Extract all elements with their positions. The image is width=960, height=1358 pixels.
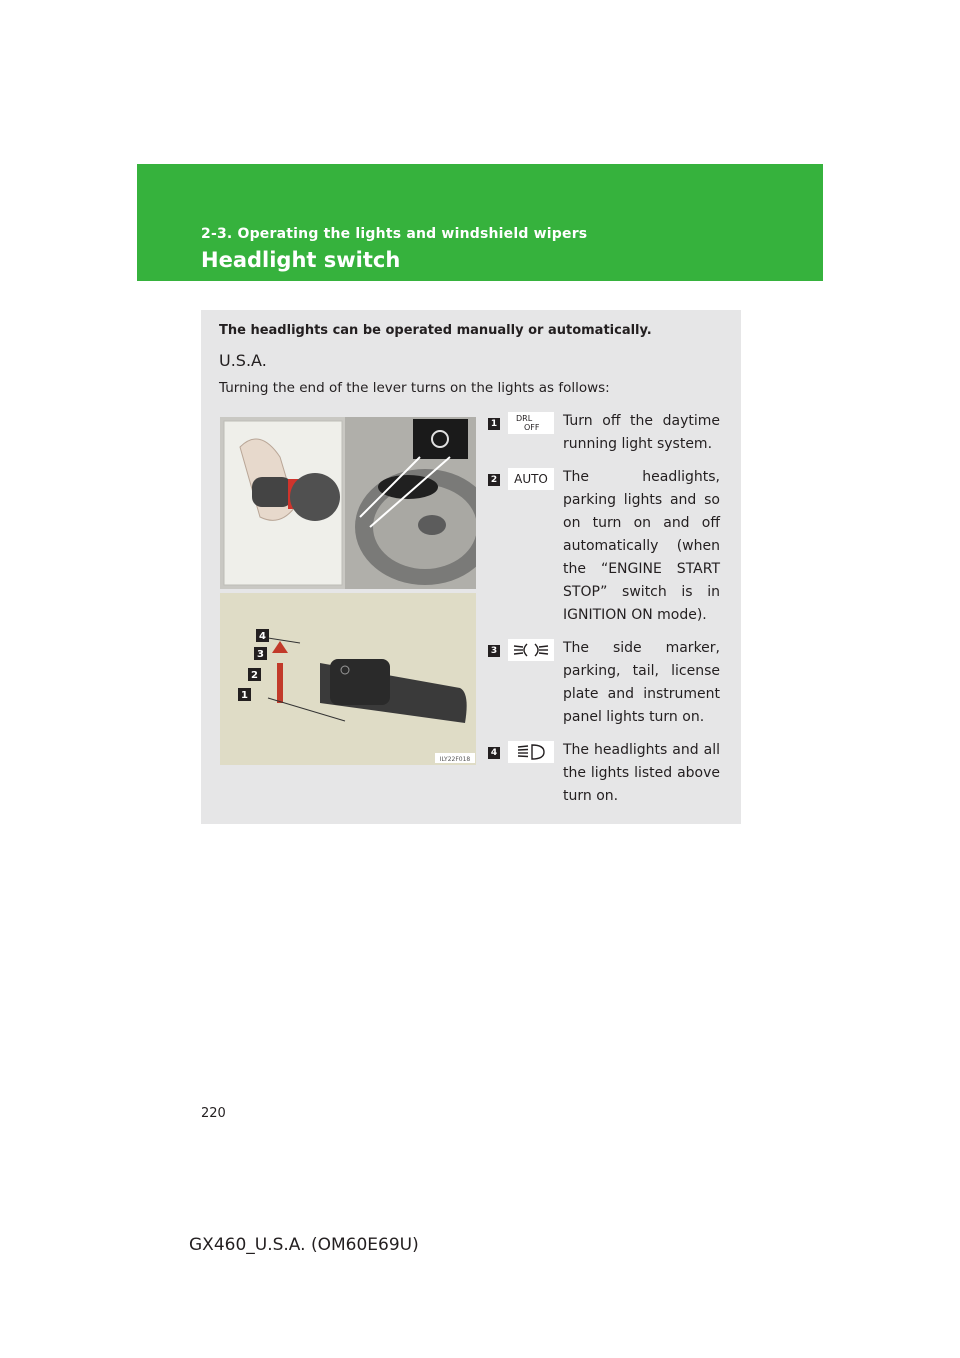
list-item (488, 410, 720, 456)
drl-label: DRL (516, 414, 533, 423)
intro-text: The headlights can be operated manually or automatically. (219, 323, 652, 338)
item-number: 1 (488, 418, 500, 430)
item-description: The side marker, parking, tail, license plate and instrument panel lights turn on. (563, 640, 720, 725)
off-label: OFF (524, 423, 540, 432)
lead-text: Turning the end of the lever turns on the lights as follows: (219, 380, 610, 396)
list-item (488, 466, 720, 627)
item-number: 2 (488, 474, 500, 486)
steering-column-photo (220, 417, 476, 589)
headlight-icon (508, 741, 554, 763)
drl-off-icon (508, 412, 554, 434)
item-description: Turn off the daytime running light system. (563, 413, 720, 452)
region-heading: U.S.A. (219, 351, 267, 370)
item-description: The headlights and all the lights listed above turn on. (563, 742, 720, 804)
lever-diagram (220, 593, 476, 765)
auto-icon: AUTO (508, 468, 554, 490)
callout-label: 1 (241, 690, 248, 701)
callout-label: 2 (251, 670, 258, 681)
item-description: The headlights, parking lights and so on turn on and off automatically (when the “ENGINE START STOP” switch is in IGNITION ON mode). (563, 469, 720, 623)
page-number: 220 (201, 1106, 226, 1121)
section-label: 2-3. Operating the lights and windshield wipers (201, 226, 588, 242)
figure-code: ILY22F018 (439, 756, 471, 763)
item-number: 4 (488, 747, 500, 759)
light-setting-list (488, 410, 720, 818)
callout-label: 3 (257, 649, 264, 660)
page-title: Headlight switch (201, 248, 401, 272)
list-item (488, 637, 720, 729)
list-item (488, 739, 720, 808)
document-id: GX460_U.S.A. (OM60E69U) (189, 1235, 419, 1255)
callout-label: 4 (259, 631, 266, 642)
side-marker-lights-icon (508, 639, 554, 661)
item-number: 3 (488, 645, 500, 657)
